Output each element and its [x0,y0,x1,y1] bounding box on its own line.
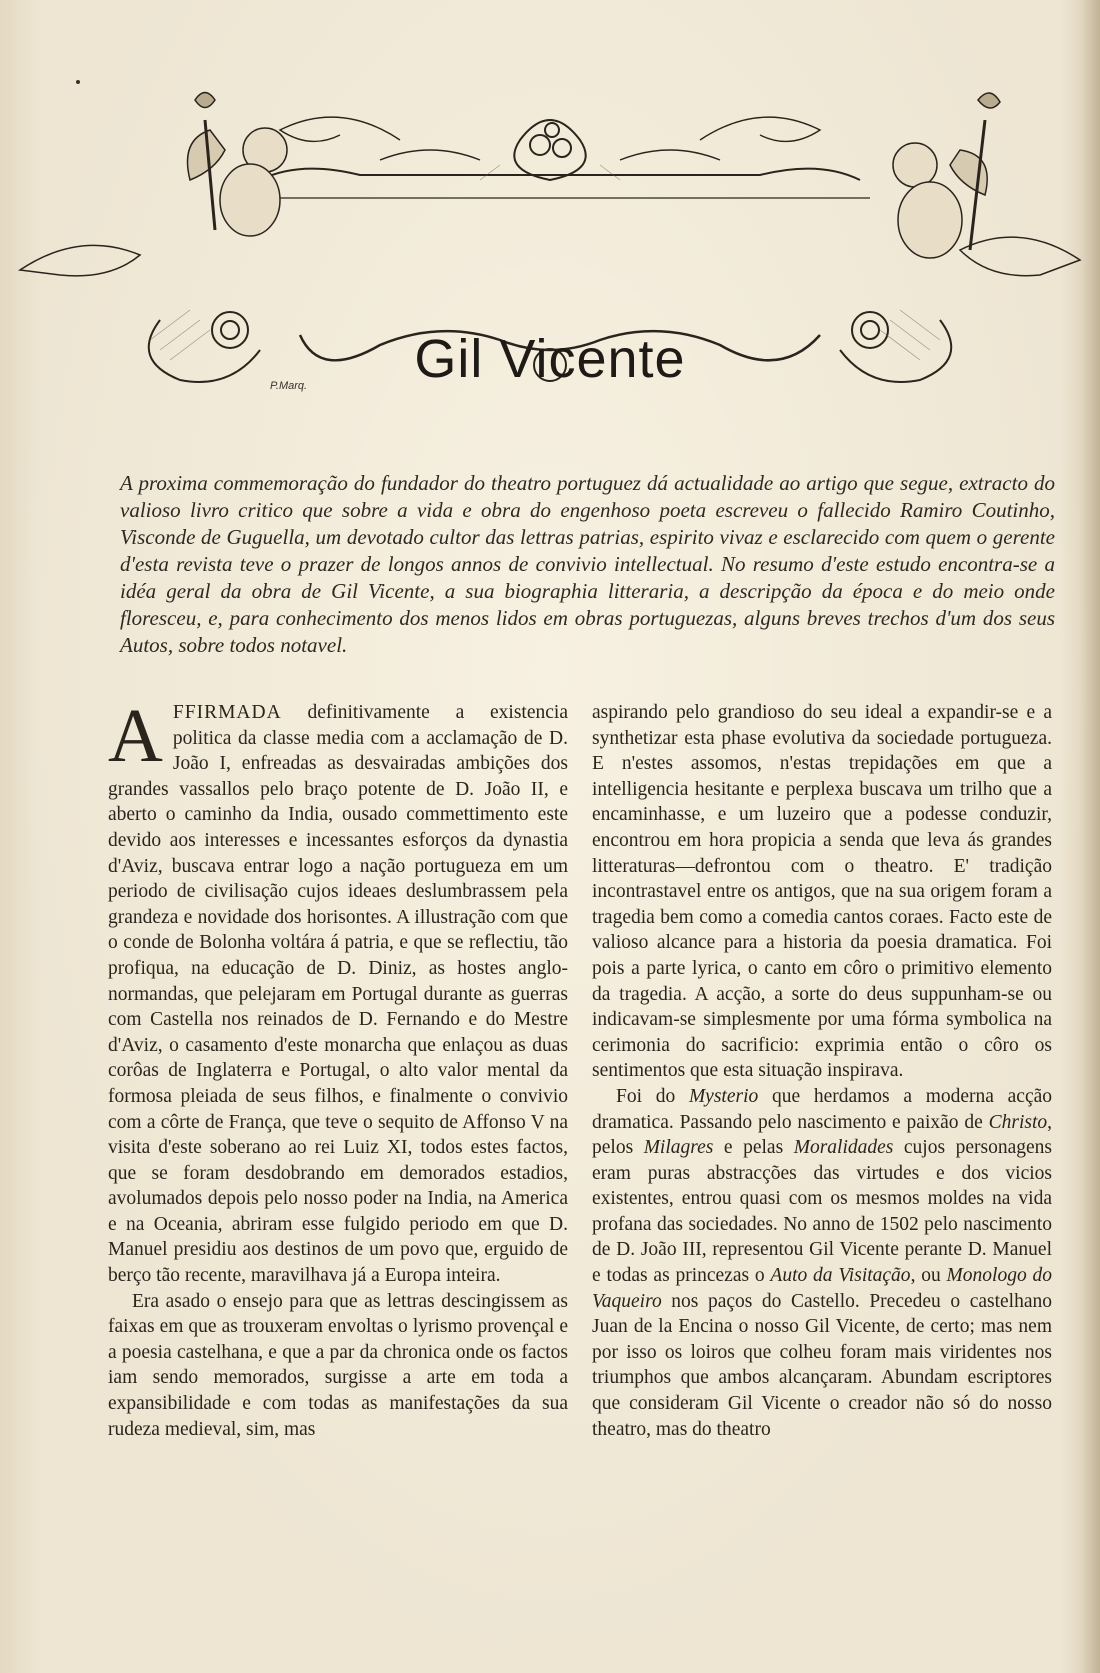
text-run: , pelos [592,1111,1052,1159]
text-run: cujos personagens eram puras abstracções das virtudes e dos vicios existentes, entrou quasi com os mesmos moldes na vida profana das sociedades. No anno de 1502 pelo nascimento de D. João III, representou Gil Vicente perante D. Manuel e todas as princezas o [592,1137,1052,1287]
text-run: , ou [910,1265,947,1287]
text-run: e pelas [713,1137,794,1159]
page-edge-stain [1080,0,1100,1673]
ornamental-header [0,80,1100,420]
italic-term: Milagres [643,1137,714,1159]
italic-term: Monologo do Vaqueiro [592,1265,1052,1312]
text-run: que herdamos a moderna acção dramatica. Passando pelo nascimento e paixão de [592,1085,1053,1133]
article-column-left [108,694,568,1442]
page-title: Gil Vicente [414,329,686,389]
paragraph: aspirando pelo grandioso do seu ideal a expandir-se e a synthetizar esta phase evolutiva da sociedade portugueza. E n'estes assomos, n'estas trepidações em que a intelligencia hesitante e perplexa buscava um trilho que a encaminhasse, e um luzeiro que a podesse conduzir, encontrou em hora propicia a senda que leva ás grandes litteraturas—defrontou com o theatro. E' tradição incontrastavel entre os antigos, que na sua origem foram a tragedia bem como a comedia cantos coraes. Facto este de valioso alcance para a historia da poesia dramatica. Foi pois a parte lyrica, o canto em côro o primitivo elemento da tragedia. A acção, a sorte do deus suppunham-se ou indicavam-se simplesmente por uma fórma symbolica na cerimonia do sacrificio: exprimia então o côro os sentimentos que esta situação inspirava. [592,702,1052,1082]
paragraph-text: definitivamente a existencia politica da classe media com a acclamação de D. João I, enfreadas as desvairadas ambições dos grandes vassallos pelo braço potente de D. João II, e aberto o caminho da India, ousado commettimento este devido aos interesses e incessantes esforços da dynastia d'Aviz, buscava entrar logo a nação portugueza em um periodo de civilisação cujos ideaes deslumbrassem pela grandeza e novidade dos horisontes. A illustração com que o conde de Bolonha voltára á patria, e que se reflectiu, tão profiqua, na educação de D. Diniz, as hostes anglo-normandas, que pelejaram em Portugal durante as guerras com Castella nos reinados de D. Fernando e do Mestre d'Aviz, o casamento d'este monarcha que enlaçou as duas corôas de Inglaterra e Portugal, o alto valor mental da formosa pleiada de seus filhos, e finalmente o convivio com a côrte de França, que teve o sequito de Affonso V na visita d'este soberano ao rei Luiz XI, todos estes factos, que se foram desdobrando em demorados estadios, avolumados depois pelo nosso poder na India, na America e na Oceania, abriram esse fulgido periodo em que D. Manuel presidiu aos destinos de um povo que, erguido de berço tão recente, maravilhava já a Europa inteira. [108,702,568,1287]
italic-term: Moralidades [793,1137,894,1159]
italic-term: Christo [988,1111,1048,1133]
paragraph [592,1084,1052,1442]
intro-paragraph: A proxima commemoração do fundador do theatro portuguez dá actualidade ao artigo que segue, extracto do valioso livro critico que sobre a vida e obra do engenhoso poeta escreveu o fallecido Ramiro Coutinho, Visconde de Guguella, um devotado cultor das lettras patrias, espirito vivaz e esclarecido com quem o gerente d'esta revista teve o prazer de longos annos de convivio intellectual. No resumo d'este estudo encontra-se a idéa geral da obra de Gil Vicente, a sua biographia litteraria, a descripção da época e do meio onde floresceu, e, para conhecimento dos menos lidos em obras portuguezas, alguns breves trechos d'um dos seus Autos, sobre todos notavel. [120,471,1055,657]
text-run: nos paços do Castello. Precedeu o castelhano Juan de la Encina o nosso Gil Vicente, de certo; mas nem por isso os loiros que colheu foram mais viridentes nos triumphos que ambos alcançaram. Abundam escriptores que consideram Gil Vicente o creador não só do nosso theatro, mas do theatro [592,1290,1052,1440]
italic-term: Auto da Visitação [770,1265,911,1287]
artist-signature: P.Marq. [270,380,308,392]
paragraph [108,694,568,1289]
text-run: Foi do [616,1085,689,1107]
article-column-right [592,700,1052,1442]
italic-term: Mysterio [688,1085,759,1107]
paragraph: Era asado o ensejo para que as lettras descingissem as faixas em que as trouxeram envoltas o lyrismo provençal e a poesia castelhana, e que a par da chronica onde os factos iam sendo memorados, surgisse a arte em toda a expansibilidade e com todas as manifestações da sua rudeza medieval, sim, mas [108,1290,568,1440]
lead-word: FFIRMADA [172,702,282,723]
drop-cap: A [108,694,163,778]
